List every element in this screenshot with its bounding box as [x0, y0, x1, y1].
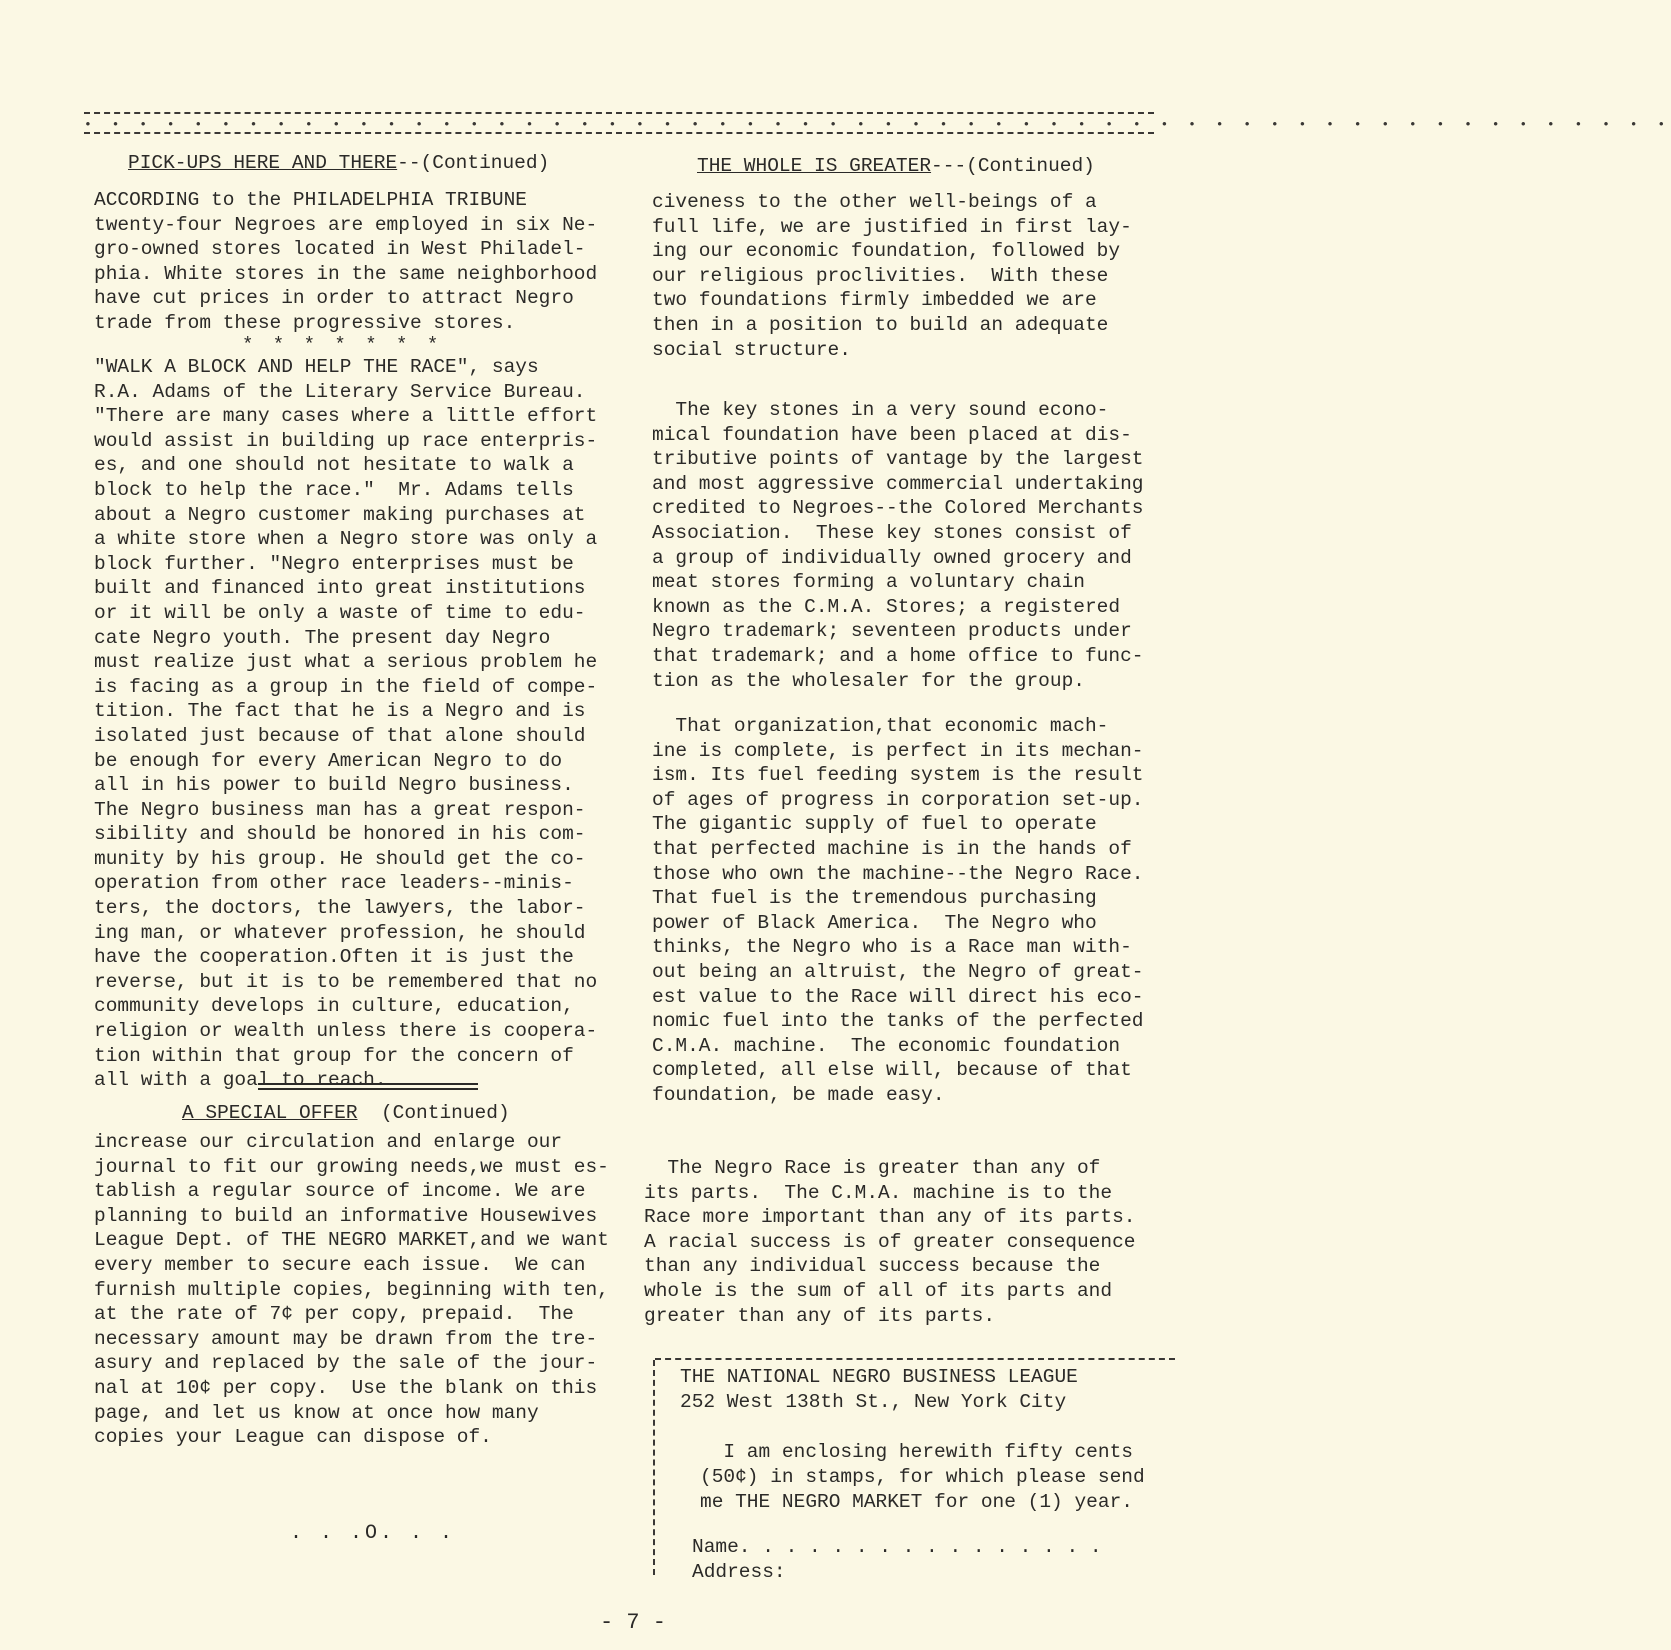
- border-dots: • • • • • • • • • • • • • • • • • • • • • • • • • • • • • • • • • • • • • • • • • • • • • • • • • • • • • • • • • •: [84, 117, 1671, 132]
- section-stars: * * * * * * *: [242, 334, 443, 356]
- section-divider: [258, 1083, 478, 1090]
- coupon-top-border: [655, 1358, 1175, 1360]
- coupon-left-border: [653, 1360, 655, 1575]
- special-offer-text: increase our circulation and enlarge our journal to fit our growing needs,we must es- tablish a regular source of income. We are planning to build an informative Housewives League Dept. of THE NEGRO MARKET,and we want every member to secure each issue. We can furnish multiple copies, beginning with ten, at the rate of 7¢ per copy, prepaid. The necessary amount may be drawn from the tre- asury and replaced by the sale of the jour- nal at 10¢ per copy. Use the blank on this page, and let us know at once how many copies your League can dispose of.: [94, 1131, 609, 1449]
- whole-greater-heading: [697, 155, 1095, 177]
- coupon-body: I am enclosing herewith fifty cents (50¢) in stamps, for which please send me THE NEGRO MARKET for one (1) year.: [700, 1441, 1145, 1513]
- pickups-heading-suffix: --(Continued): [397, 152, 550, 174]
- pickups-paragraph-1: ACCORDING to the PHILADELPHIA TRIBUNE twenty-four Negroes are employed in six Ne- gro-owned stores located in West Philadel- phia. White stores in the same neighborhood have cut prices in order to attract Negro trade from these progressive stores.: [94, 189, 598, 334]
- pickups-paragraph-2: "WALK A BLOCK AND HELP THE RACE", says R.A. Adams of the Literary Service Bureau. "There are many cases where a little effort would assist in building up race enterpris- es, and one should not hesitate to walk a block to help the race." Mr. Adams tells about a Negro customer making purchases at a white store when a Negro store was only a block further. "Negro enterprises must be built and financed into great institutions or it will be only a waste of time to edu- cate Negro youth. The present day Negro must realize just what a serious problem he is facing as a group in the field of compe- tition. The fact that he is a Negro and is isolated just because of that alone should be enough for every American Negro to do all in his power to build Negro business. The Negro business man has a great respon- sibility and should be honored in his com- munity by his group. He should get the co- operation from other race leaders--minis- ters, the doctors, the lawyers, the labor- ing man, or whatever profession, he should have the cooperation.Often it is just the reverse, but it is to be remembered that no community develops in culture, education, religion or wealth unless there is coopera- tion within that group for the concern of all with a goal to reach.: [94, 356, 598, 1092]
- coupon-name-field[interactable]: Name. . . . . . . . . . . . . . . .: [692, 1536, 1102, 1558]
- whole-greater-paragraph-2: The key stones in a very sound econo- mical foundation have been placed at dis- tributive points of vantage by the largest and most aggressive commercial undertaking credited to Negroes--the Colored Merchants Association. These key stones consist of a group of individually owned grocery and meat stores forming a voluntary chain known as the C.M.A. Stores; a registered Negro trademark; seventeen products under that trademark; and a home office to func- tion as the wholesaler for the group.: [652, 399, 1144, 692]
- special-offer-heading: [182, 1102, 510, 1124]
- coupon-org-name: THE NATIONAL NEGRO BUSINESS LEAGUE: [680, 1366, 1078, 1388]
- whole-greater-title: THE WHOLE IS GREATER: [697, 155, 932, 177]
- special-offer-suffix: (Continued): [380, 1102, 510, 1124]
- whole-greater-paragraph-3: That organization,that economic mach- ine is complete, is perfect in its mechan- ism. Its fuel feeding system is the result of ages of progress in corporation set-up. The gigantic supply of fuel to operate that perfected machine is in the hands of those who own the machine--the Negro Race. That fuel is the tremendous purchasing power of Black America. The Negro who thinks, the Negro who is a Race man with- out being an altruist, the Negro of great- est value to the Race will direct his eco- nomic fuel into the tanks of the perfected C.M.A. machine. The economic foundation completed, all else will, because of that foundation, be made easy.: [652, 715, 1144, 1106]
- page-number: - 7 -: [600, 1610, 667, 1635]
- coupon-address-field[interactable]: Address:: [692, 1561, 786, 1583]
- whole-greater-paragraph-4: The Negro Race is greater than any of its parts. The C.M.A. machine is to the Race more important than any of its parts. A racial success is of greater consequence than any individual success because the whole is the sum of all of its parts and greater than any of its parts.: [644, 1157, 1136, 1327]
- whole-greater-suffix: ---(Continued): [931, 155, 1095, 177]
- decorative-border: [84, 112, 1671, 138]
- pickups-heading: [128, 152, 549, 174]
- whole-greater-paragraph-1: civeness to the other well-beings of a full life, we are justified in first lay- ing our economic foundation, followed by our religious proclivities. With these two foundations firmly imbedded we are then in a position to build an adequate social structure.: [652, 191, 1132, 361]
- pickups-heading-title: PICK-UPS HERE AND THERE: [128, 152, 398, 174]
- special-offer-title: A SPECIAL OFFER: [182, 1102, 358, 1124]
- coupon-address: 252 West 138th St., New York City: [680, 1391, 1067, 1413]
- end-mark: . . .O. . .: [290, 1522, 456, 1545]
